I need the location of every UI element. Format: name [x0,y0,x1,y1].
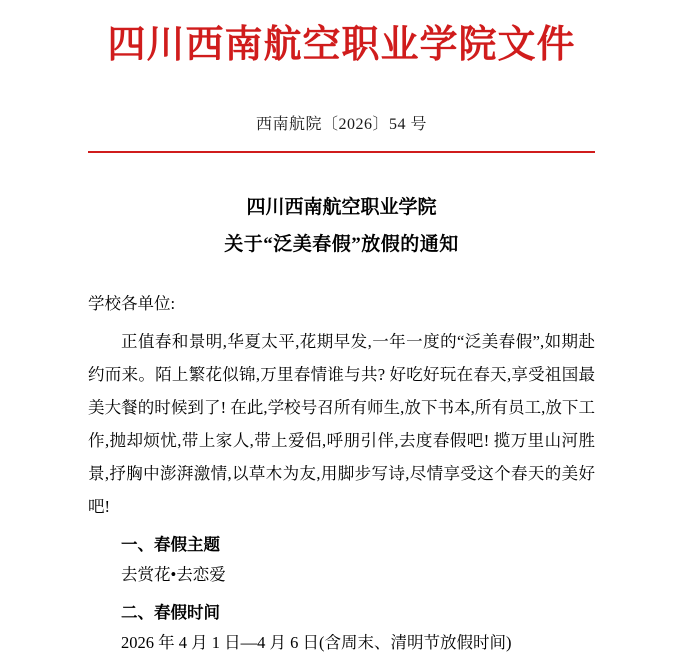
document-number: 西南航院〔2026〕54 号 [255,115,427,133]
section-text-1: 去赏花•去恋爱 [121,565,226,585]
document-title: 四川西南航空职业学院文件 [107,21,576,66]
red-divider-rule [88,151,595,153]
body-paragraph: 正值春和景明,华夏太平,花期早发,一年一度的“泛美春假”,如期赴约而来。陌上繁花似锦,万里春情谁与共? 好吃好玩在春天,享受祖国最美大餐的时候到了! 在此,学校号召所有师生,放下书本,所有员工,放下工作,抛却烦忧,带上家人,带上爱侣,呼朋引伴,去度春假吧! 揽万里山河胜景,抒胸中澎湃激情,以草木为友,用脚步写诗,尽情享受这个春天的美好吧! [88,331,595,516]
salutation: 学校各单位: [88,293,176,313]
section-heading-2: 二、春假时间 [121,602,220,622]
section-heading-1: 一、春假主题 [121,534,220,554]
subject-line-1: 四川西南航空职业学院 [246,196,437,218]
subject-line-2: 关于“泛美春假”放假的通知 [224,233,459,255]
section-text-2: 2026 年 4 月 1 日—4 月 6 日(含周末、清明节放假时间) [121,633,512,653]
document-subject [88,189,595,263]
